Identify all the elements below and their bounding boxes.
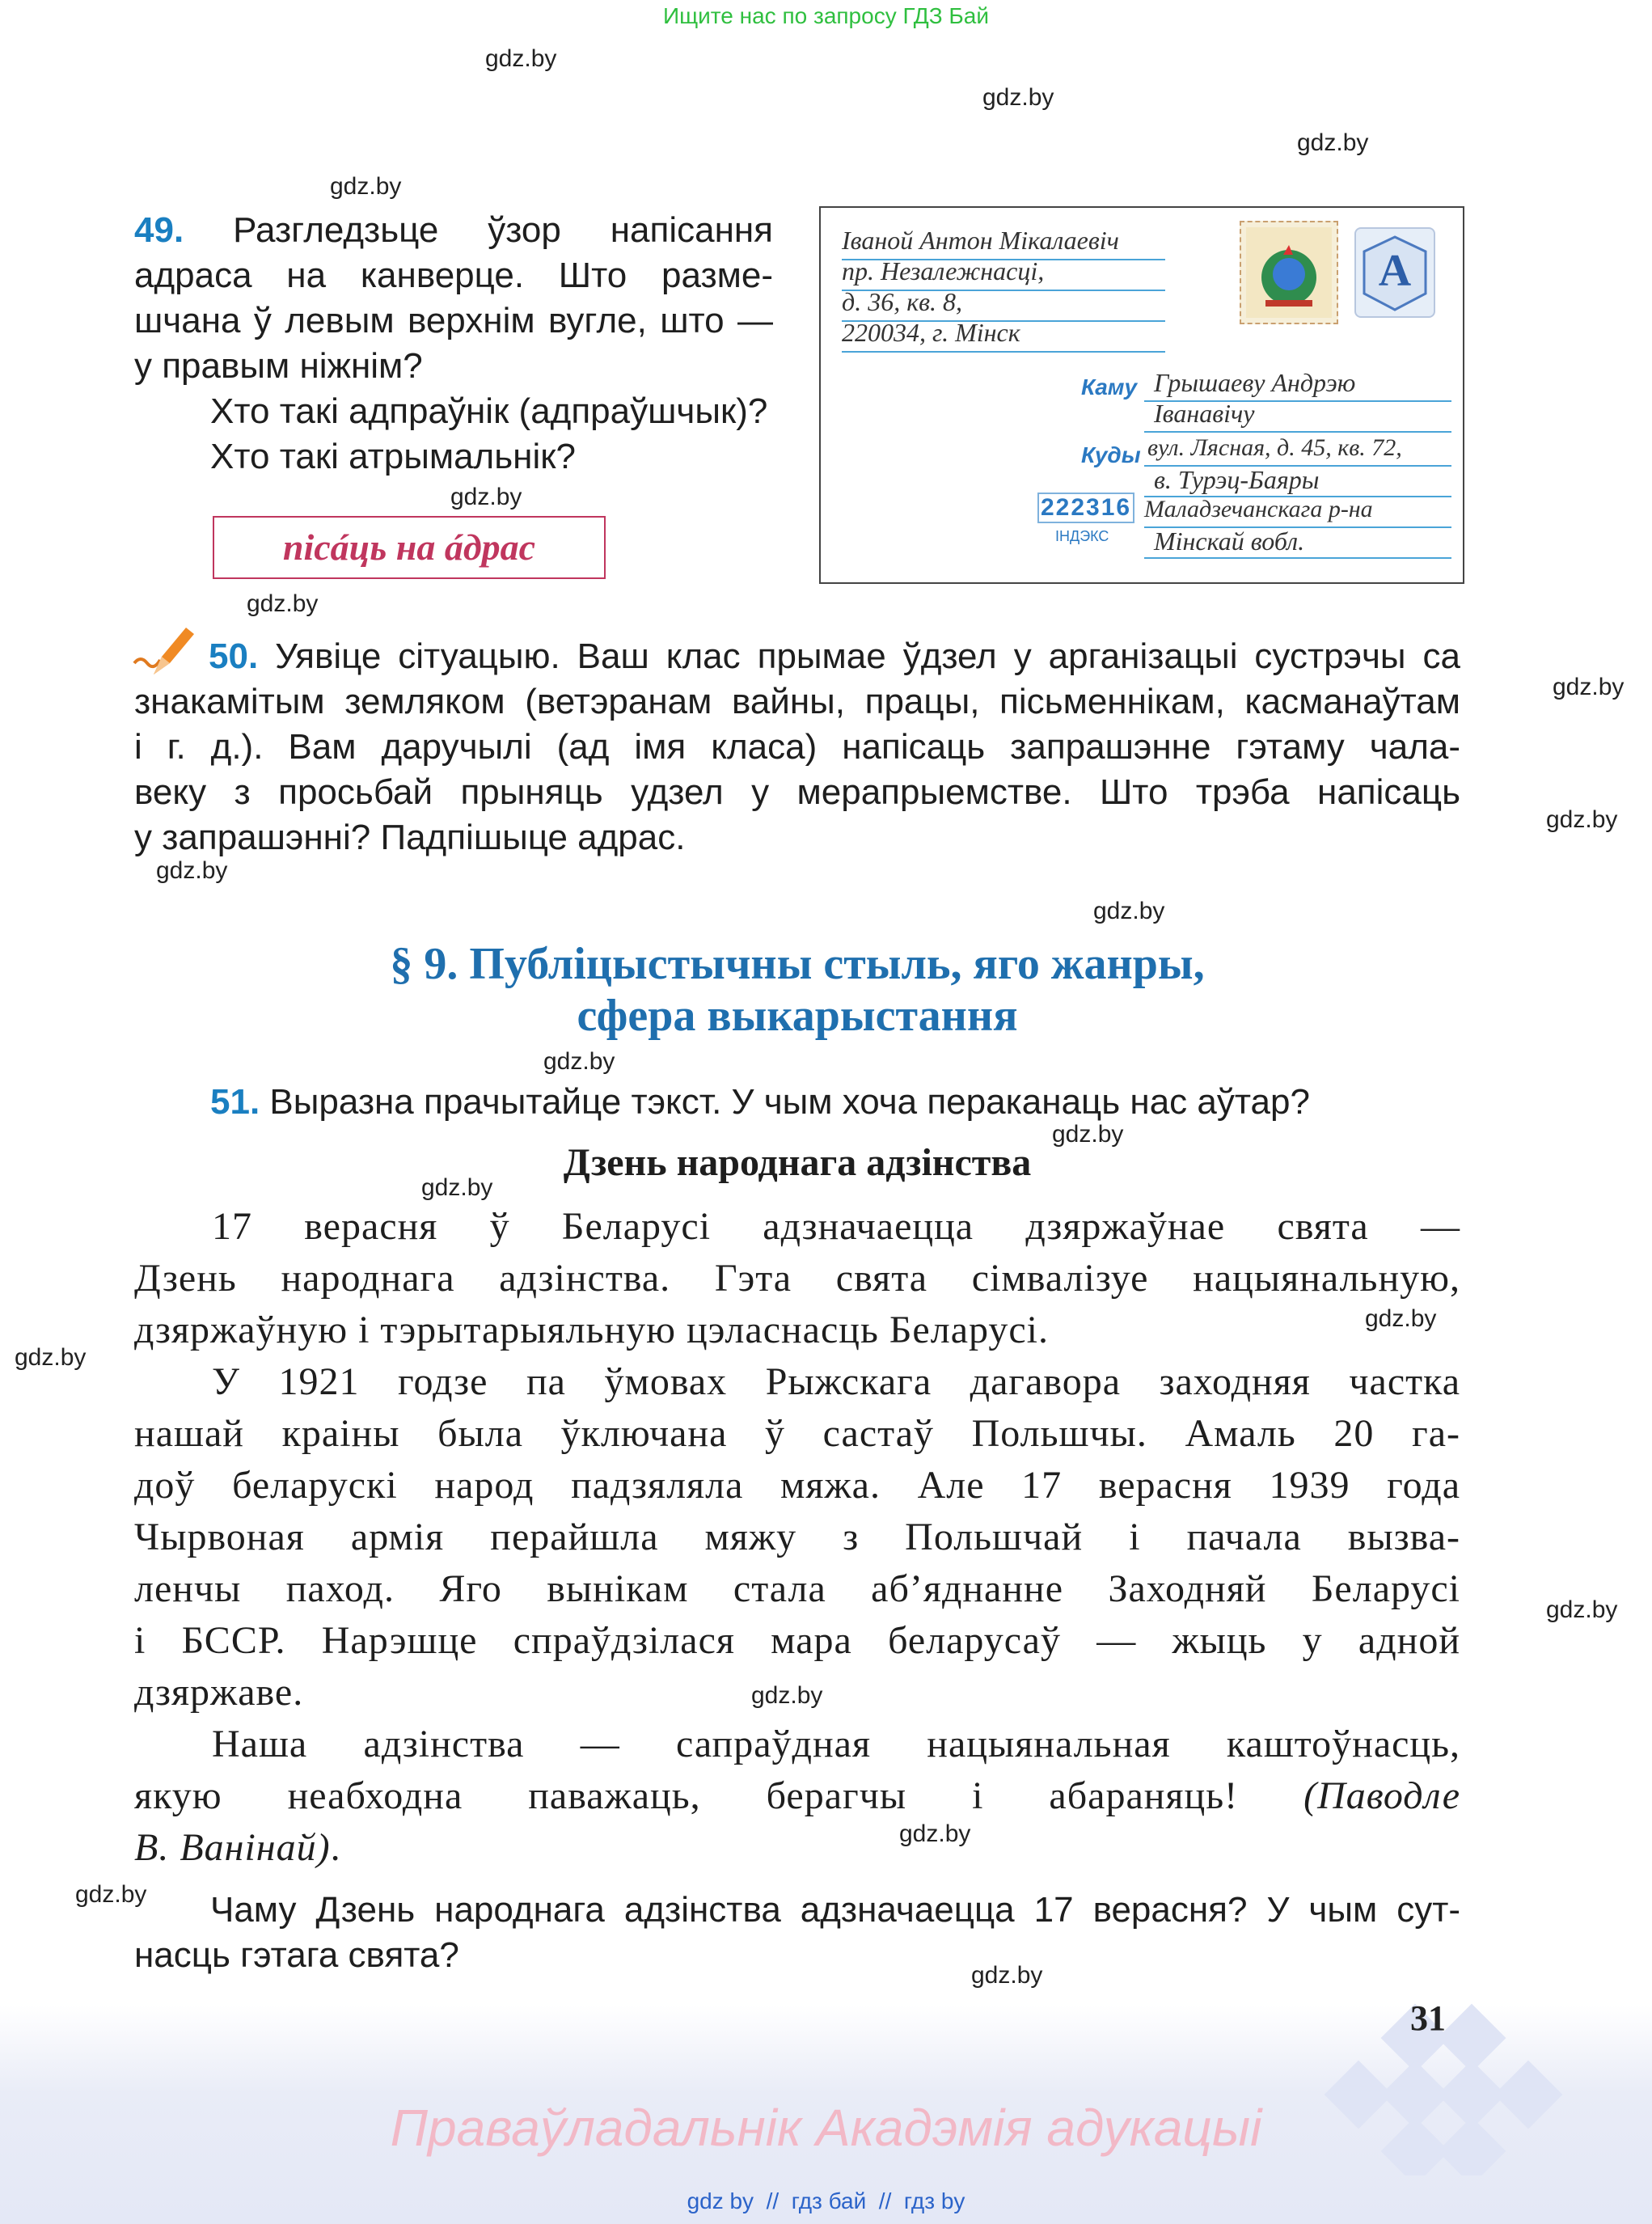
section-heading [134, 938, 1460, 1042]
sender-line: пр. Незалежнасці, [842, 256, 1045, 285]
question-block [134, 1888, 1460, 1978]
watermark: gdz.by [971, 1962, 1043, 1989]
envelope-image [819, 206, 1464, 584]
task-text-line: і г. д.). Вам даручылі (ад імя класа) напісаць запрашэнне гэтаму чала- [134, 727, 1460, 767]
watermark: gdz.by [15, 1344, 87, 1371]
watermark: gdz.by [450, 484, 522, 510]
task-50 [134, 634, 1460, 860]
section-heading-line: § 9. Публіцыстычны стыль, яго жанры, [390, 939, 1205, 989]
task-text: Выразна прачытайце тэкст. У чым хоча пераканаць нас аўтар? [269, 1082, 1310, 1122]
article-line: Наша адзінства — сапраўдная нацыянальная каштоўнасць, [212, 1723, 1460, 1765]
recipient-line: Іванавічу [1154, 399, 1255, 428]
watermark: gdz.by [1297, 129, 1369, 156]
watermark: gdz.by [751, 1682, 823, 1709]
task-49 [134, 208, 773, 480]
article-paragraph [134, 1719, 1460, 1874]
task-text-line: адраса на канверце. Што разме- [134, 256, 773, 295]
article-line: Чырвоная армія перайшла мяжу з Польшчай і пачала вызва- [134, 1516, 1460, 1558]
bottom-links[interactable]: gdz by // гдз бай // гдз by [687, 2188, 965, 2213]
address-line: Мінскай вобл. [1154, 526, 1305, 556]
emblem-icon [1241, 222, 1337, 323]
postcode: 222316 [1037, 493, 1134, 523]
question-line: Чаму Дзень народнага адзінства адзначаецца 17 верасня? У чым сут- [210, 1890, 1460, 1930]
watermark: gdz.by [156, 857, 228, 884]
top-banner[interactable]: Ищите нас по запросу ГДЗ Бай [662, 3, 990, 28]
question-recipient: Хто такі атрымальнік? [210, 437, 576, 476]
term-box [213, 516, 606, 579]
watermark: gdz.by [899, 1820, 971, 1847]
watermark: gdz.by [1052, 1121, 1124, 1148]
article-line: дзяржаве. [134, 1671, 304, 1714]
article-line: доў беларускі народ падзяляла мяжа. Але 17 верасня 1939 года [134, 1464, 1460, 1507]
source-note: В. Ванінай) [134, 1826, 331, 1869]
stamp-letter: А [1378, 246, 1412, 296]
article-line: ленчы паход. Яго вынікам стала аб’яднанне Заходняй Беларусі [134, 1567, 1460, 1610]
source-note: (Паводле [1303, 1774, 1461, 1817]
task-text-line: веку з просьбай прыняць удзел у мерапрыемстве. Што трэба напісаць [134, 772, 1460, 812]
copyright-notice: Праваўладальнік Акадэмія адукацыі [390, 2099, 1262, 2157]
index-label: ІНДЭКС [1055, 528, 1109, 544]
article-line: У 1921 годзе па ўмовах Рыжскага дагавора заходняя частка [212, 1360, 1460, 1403]
watermark: gdz.by [1365, 1305, 1437, 1332]
watermark: gdz.by [982, 84, 1054, 111]
watermark: gdz.by [247, 590, 319, 617]
task-text-line: Уявіце сітуацыю. Ваш клас прымае ўдзел у арганізацыі сустрэчы са [275, 636, 1460, 676]
watermark: gdz.by [330, 173, 402, 200]
question-line: насць гэтага свята? [134, 1935, 459, 1975]
task-number: 50. [209, 636, 259, 676]
sender-line: 220034, г. Мінск [842, 318, 1020, 347]
postal-mark [1354, 227, 1435, 318]
article-paragraph [134, 1356, 1460, 1719]
sender-line: д. 36, кв. 8, [842, 287, 963, 316]
task-51 [210, 1080, 1472, 1125]
task-number: 49. [134, 210, 184, 250]
task-text-line: у правым ніжнім? [134, 346, 423, 386]
article-line: і БССР. Нарэшце спраўдзілася мара беларусаў — жыць у адной [134, 1619, 1460, 1662]
address-line: Маладзечанскага р-на [1144, 496, 1373, 522]
page-number: 31 [1410, 1998, 1446, 2038]
watermark: gdz.by [421, 1174, 493, 1201]
article-line: нашай краіны была ўключана ў састаў Польшчы. Амаль 20 га- [134, 1412, 1460, 1455]
to-label: Каму [1081, 374, 1138, 400]
task-text-line: знакамітым земляком (ветэранам вайны, працы, пісьменнікам, касманаўтам [134, 682, 1460, 721]
source-end: . [330, 1826, 341, 1869]
recipient-line: Грышаеву Андрэю [1154, 368, 1356, 397]
address-line: в. Турэц-Баяры [1154, 465, 1320, 494]
watermark: gdz.by [543, 1048, 615, 1075]
article-line: якую неабходна паважаць, берагчы і абараняць! [134, 1774, 1239, 1817]
sender-line: Іваной Антон Мікалаевіч [842, 226, 1119, 255]
article-line: 17 верасня ў Беларусі адзначаецца дзяржаўнае свята — [212, 1205, 1460, 1248]
article-line: Дзень народнага адзінства. Гэта свята сімвалізуе нацыянальную, [134, 1257, 1460, 1300]
task-number: 51. [210, 1082, 260, 1122]
task-text-line: Разгледзьце ўзор напісання [233, 210, 773, 250]
postage-stamp [1240, 221, 1338, 324]
watermark: gdz.by [1546, 1596, 1618, 1623]
watermark: gdz.by [1553, 674, 1625, 700]
watermark: gdz.by [1093, 898, 1165, 924]
watermark: gdz.by [1546, 806, 1618, 833]
article-title: Дзень народнага адзінства [563, 1141, 1032, 1184]
address-line: вул. Лясная, д. 45, кв. 72, [1147, 434, 1402, 461]
task-text-line: у запрашэнні? Падпішыце адрас. [134, 818, 686, 857]
watermark: gdz.by [485, 45, 557, 72]
section-heading-line: сфера выкарыстання [577, 991, 1018, 1041]
question-sender: Хто такі адпраўнік (адпраўшчык)? [210, 391, 768, 431]
article-line: дзяржаўную і тэрытарыяльную цэласнасць Беларусі. [134, 1309, 1049, 1351]
watermark: gdz.by [75, 1881, 147, 1908]
task-text-line: шчана ў левым верхнім вугле, што — [134, 301, 773, 340]
term-text: пісáць на áдрас [282, 526, 536, 568]
article-paragraph [134, 1201, 1460, 1356]
where-label: Куды [1081, 442, 1141, 467]
